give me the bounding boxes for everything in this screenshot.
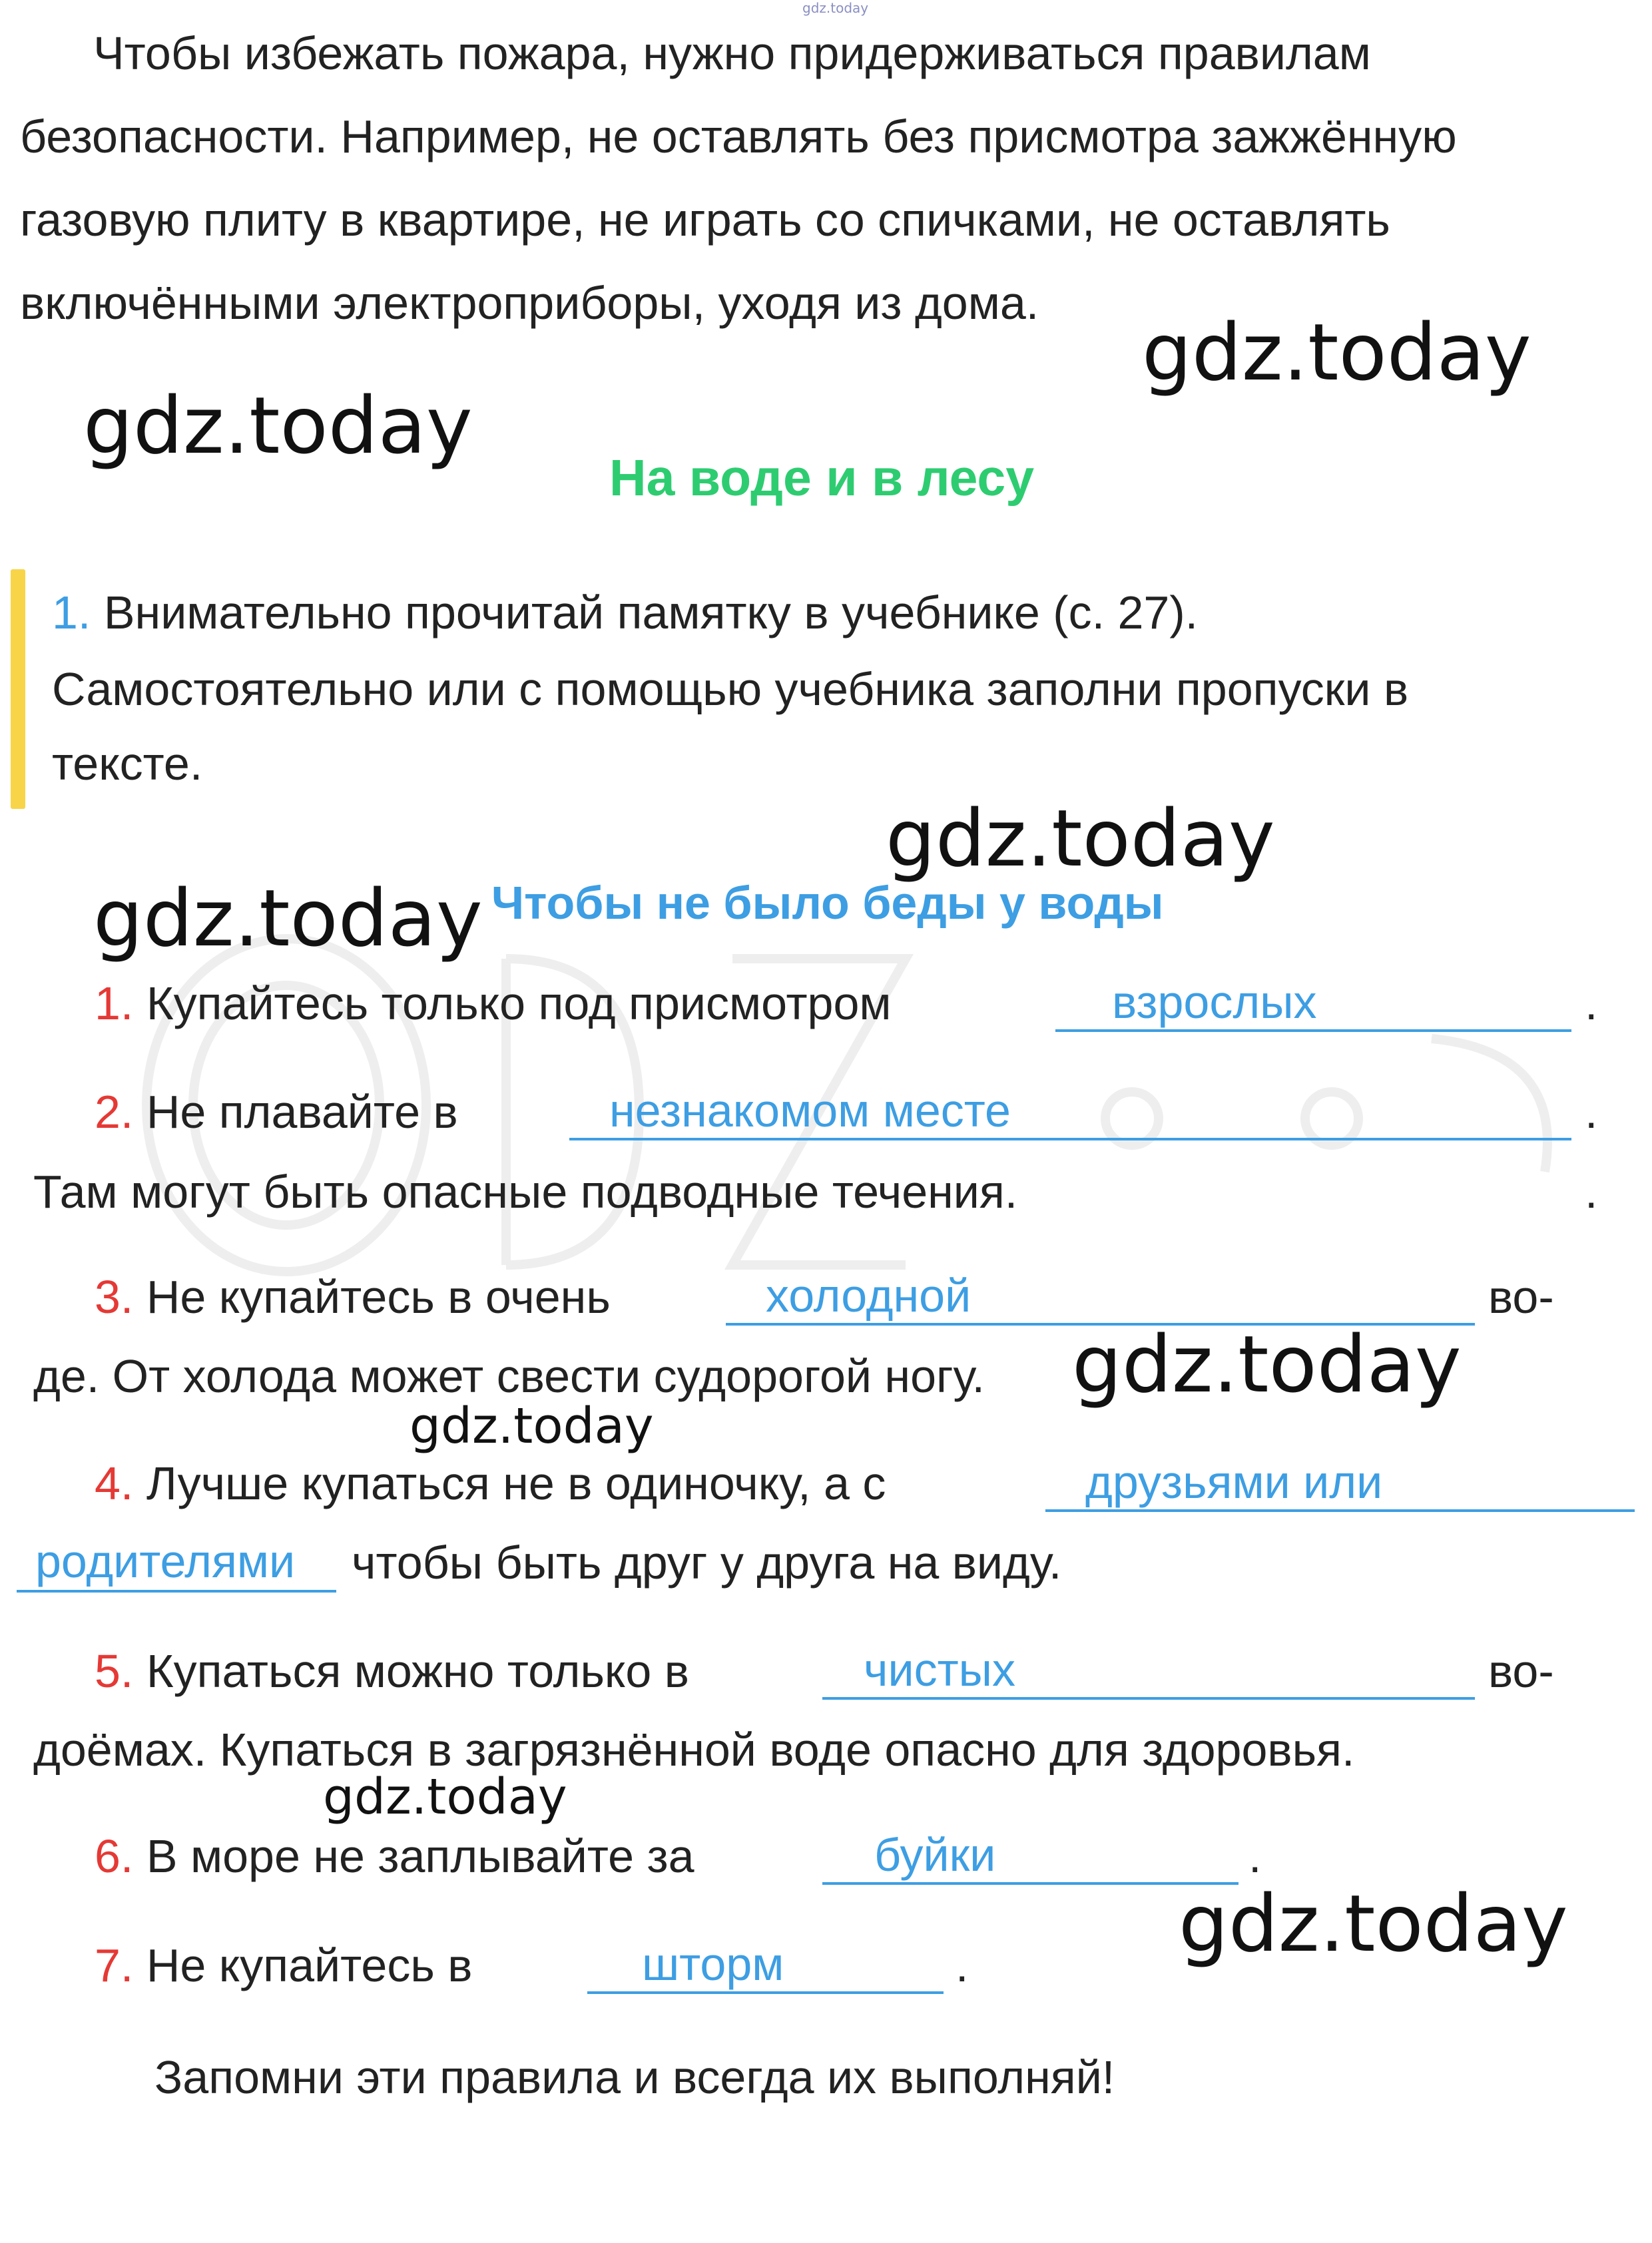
intro-line-3: газовую плиту в квартире, не играть со спичками, не оставлять: [20, 194, 1390, 246]
rule-6-answer: буйки: [874, 1829, 996, 1881]
rule-1-answer: взрослых: [1112, 976, 1317, 1028]
rule-5-end: во-: [1488, 1645, 1554, 1697]
closing-note: Запомни эти правила и всегда их выполняй!: [154, 2051, 1115, 2103]
rule-7-answer-field[interactable]: [587, 1938, 944, 1994]
rule-5-answer: чистых: [864, 1644, 1015, 1696]
rule-5-text: Купаться можно только в: [146, 1645, 689, 1697]
rule-1-text: Купайтесь только под присмотром: [146, 977, 892, 1029]
rule-5: [95, 1645, 689, 1697]
watermark-text: gdz.today: [1072, 1318, 1462, 1410]
watermark-text: gdz.today: [323, 1768, 567, 1826]
intro-line-4: включёнными электроприборы, уходя из дома.: [20, 277, 1039, 329]
rule-7-end: .: [956, 1939, 969, 1991]
task-line-2: Самостоятельно или с помощью учебника заполни пропуски в: [52, 663, 1409, 715]
rule-3-number: 3.: [95, 1271, 134, 1323]
rule-3-text: Не купайтесь в очень: [146, 1271, 611, 1323]
task-accent-bar: [11, 569, 25, 809]
rule-6-end: .: [1248, 1830, 1262, 1882]
intro-line-2: безопасности. Например, не оставлять без присмотра зажжённую: [20, 111, 1457, 162]
rule-2-answer: незнакомом месте: [609, 1085, 1011, 1136]
rule-7: [95, 1939, 473, 1991]
rule-5-number: 5.: [95, 1645, 134, 1697]
rule-7-text: Не купайтесь в: [146, 1939, 473, 1991]
rule-3-end: во-: [1488, 1271, 1554, 1323]
rule-4-answer-field-2[interactable]: [17, 1535, 336, 1593]
task-line-1: [52, 589, 1198, 636]
rule-5-cont: доёмах. Купаться в загрязнённой воде опасно для здоровья.: [33, 1724, 1355, 1776]
rule-2-cont-end: .: [1585, 1166, 1598, 1218]
rule-3-cont: де. От холода может свести судорогой ногу.: [33, 1350, 985, 1402]
rule-2-number: 2.: [95, 1086, 134, 1138]
section-title: На воде и в лесу: [609, 449, 1035, 507]
rule-1-answer-field[interactable]: [1055, 976, 1571, 1032]
rule-2-answer-field[interactable]: [569, 1087, 1571, 1140]
rule-2-cont: Там могут быть опасные подводные течения.: [33, 1166, 1018, 1218]
rule-6: [95, 1830, 694, 1882]
rule-6-answer-field[interactable]: [822, 1829, 1239, 1885]
rule-2: [95, 1086, 458, 1138]
rule-1-end: .: [1585, 977, 1598, 1029]
rule-2-text: Не плавайте в: [146, 1086, 458, 1138]
rule-2-end: .: [1585, 1086, 1598, 1138]
watermark-text: gdz.today: [1179, 1877, 1568, 1969]
watermark-text: gdz.today: [83, 379, 473, 471]
rule-4-answer: друзьями или: [1085, 1456, 1383, 1508]
rule-4-answer-field[interactable]: [1045, 1456, 1635, 1512]
rule-3: [95, 1271, 611, 1323]
rule-4: [95, 1457, 886, 1509]
rule-1: [95, 977, 892, 1029]
rule-3-answer-field[interactable]: [726, 1272, 1475, 1326]
rule-4-cont: чтобы быть друг у друга на виду.: [352, 1537, 1062, 1589]
rule-3-answer: холодной: [766, 1270, 971, 1322]
watermark-text: gdz.today: [93, 872, 483, 964]
rule-6-text: В море не заплывайте за: [146, 1830, 694, 1882]
rule-4-text: Лучше купаться не в одиночку, а с: [146, 1457, 886, 1509]
watermark-text: gdz.today: [410, 1397, 654, 1455]
task-line-3: тексте.: [52, 738, 203, 790]
subtitle: Чтобы не было беды у воды: [491, 877, 1164, 929]
rule-7-answer: шторм: [642, 1938, 784, 1990]
rule-7-number: 7.: [95, 1939, 134, 1991]
watermark-text: gdz.today: [886, 792, 1275, 884]
intro-line-1: Чтобы избежать пожара, нужно придерживаться правилам: [93, 27, 1371, 79]
rule-5-answer-field[interactable]: [822, 1646, 1475, 1700]
rule-6-number: 6.: [95, 1830, 134, 1882]
task-text-1: Внимательно прочитай памятку в учебнике (с. 27).: [103, 587, 1199, 638]
top-watermark: gdz.today: [802, 0, 869, 16]
task-number: 1.: [52, 587, 91, 638]
watermark-text: gdz.today: [1142, 306, 1531, 398]
rule-1-number: 1.: [95, 977, 134, 1029]
rule-4-answer-2: родителями: [35, 1535, 296, 1587]
rule-4-number: 4.: [95, 1457, 134, 1509]
